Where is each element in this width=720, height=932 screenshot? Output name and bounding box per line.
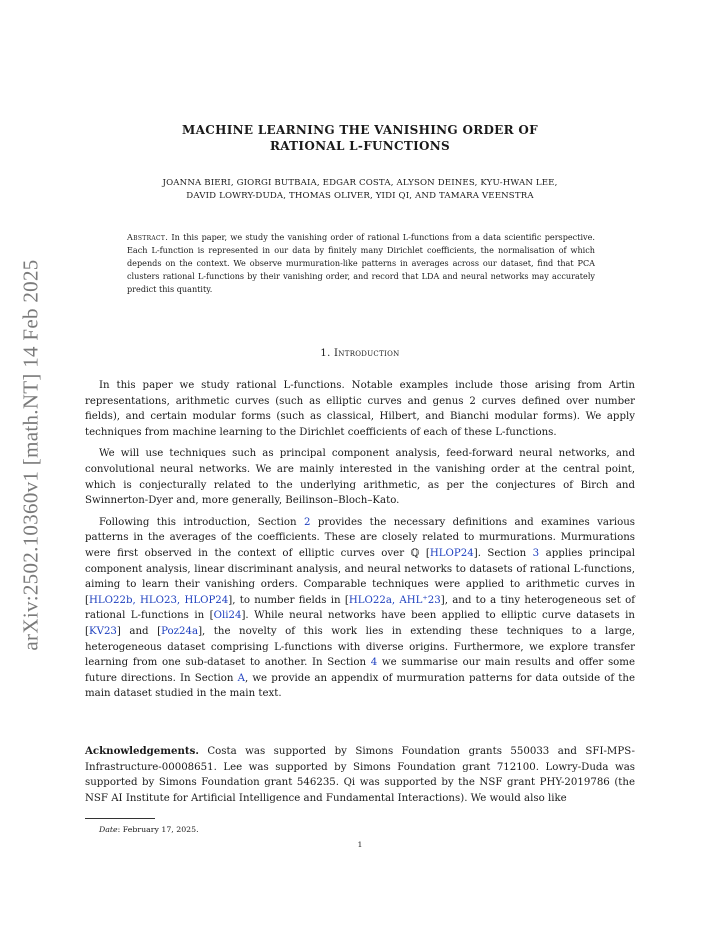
paragraph-3 — [85, 515, 635, 702]
citation-link[interactable]: Oli24 — [213, 610, 242, 622]
section-heading-introduction — [85, 348, 635, 359]
section-title: Introduction — [334, 348, 400, 359]
citation-link[interactable]: Poz24a — [161, 625, 199, 637]
citation-link[interactable]: KV23 — [88, 625, 117, 637]
date-footnote — [85, 824, 635, 835]
author-list — [85, 177, 635, 203]
footnote-value: : February 17, 2025. — [117, 825, 199, 834]
authors-line-2: DAVID LOWRY-DUDA, THOMAS OLIVER, YIDI QI, AND TAMARA VEENSTRA — [186, 191, 534, 201]
citation-link[interactable]: HLO22b, HLO23, HLOP24 — [88, 594, 229, 606]
text-span: ], to number fields in [ — [228, 594, 349, 606]
text-span: ], and to a tiny heterogeneous set of rational L-functions in [ — [85, 594, 635, 622]
text-span: we summarise our main results and offer some future directions. In Section — [85, 657, 635, 684]
abstract-text: In this paper, we study the vanishing order of rational L-functions from a data scientific perspective. Each L-function is represented in our data by finitely many Dirichlet coefficients, the normalisation of which depends on the context. We observe murmuration-like patterns in averages across our dataset, find that PCA clusters rational L-functions by their vanishing order, and record that LDA and neural networks may accurately predict this quantity. — [127, 232, 595, 294]
text-span: ]. While neural networks have been applied to elliptic curve datasets in [ — [85, 610, 635, 637]
text-span: , we provide an appendix of murmuration patterns for data outside of the main dataset studied in the main text. — [85, 672, 635, 700]
page-number: 1 — [357, 840, 363, 849]
introduction-body — [85, 378, 635, 708]
abstract — [127, 231, 595, 296]
paragraph-2: We will use techniques such as principal component analysis, feed-forward neural networks, and convolutional neural networks. We are mainly interested in the vanishing order at the central point, which is conjecturally related to the underlying arithmetic, as per the conjectures of Birch and Swinnerton-Dyer and, more generally, Beilinson–Bloch–Kato. — [85, 448, 635, 507]
acknowledgements — [85, 744, 635, 812]
authors-line-1: JOANNA BIERI, GIORGI BUTBAIA, EDGAR COSTA, ALYSON DEINES, KYU-HWAN LEE, — [162, 178, 558, 188]
section-link[interactable]: 2 — [303, 516, 311, 528]
text-span: ]. Section — [473, 547, 533, 559]
text-span: ], the novelty of this work lies in extending these techniques to a large, heterogeneous dataset comprising L-functions with diverse origins. Furthermore, we explore transfer learning from one sub-dataset to another. In Section — [85, 625, 635, 669]
arxiv-stamp: arXiv:2502.10360v1 [math.NT] 14 Feb 2025 — [18, 259, 43, 651]
citation-link[interactable]: HLO22a, AHL⁺23 — [348, 594, 441, 606]
abstract-heading: Abstract. — [127, 232, 169, 242]
title-line-1: MACHINE LEARNING THE VANISHING ORDER OF — [182, 123, 538, 137]
title-line-2: RATIONAL L-FUNCTIONS — [269, 139, 451, 153]
footnote-label: Date — [99, 825, 118, 834]
acknowledgements-heading: Acknowledgements. — [85, 745, 199, 757]
text-span: applies principal component analysis, linear discriminant analysis, and neural networks to datasets of rational L-functions, aiming to learn their vanishing orders. Comparable techniques were applied to arithmetic curves in [ — [85, 547, 636, 606]
acknowledgements-text: Costa was supported by Simons Foundation grants 550033 and SFI-MPS-Infrastructure-00008651. Lee was supported by Simons Foundation grant 712100. Lowry-Duda was supported by Simons Foundation grant 546235. Qi was supported by the NSF grant PHY-2019786 (the NSF AI Institute for Artificial Intelligence and Fundamental Interactions). We would also like — [85, 746, 635, 804]
text-span: provides the necessary definitions and examines various patterns in the averages of the coefficients. These are closely related to murmurations. Murmurations were first observed in the context of elliptic curves over ℚ [ — [85, 516, 635, 559]
appendix-link[interactable]: A — [237, 672, 245, 684]
section-link[interactable]: 4 — [370, 657, 378, 669]
citation-link[interactable]: HLOP24 — [429, 547, 474, 559]
text-span: Following this introduction, Section — [99, 516, 304, 528]
footnote-rule — [85, 818, 155, 819]
section-number: 1. — [320, 348, 331, 359]
paper-title — [85, 122, 635, 154]
acknowledgements-paragraph — [85, 744, 635, 806]
section-link[interactable]: 3 — [532, 547, 540, 559]
paragraph-1: In this paper we study rational L-functions. Notable examples include those arising from Artin representations, arithmetic curves (such as elliptic curves and genus 2 curves defined over number fields), and certain modular forms (such as classical, Hilbert, and Bianchi modular forms). We apply techniques from machine learning to the Dirichlet coefficients of each of these L-functions. — [85, 380, 635, 438]
text-span: ] and [ — [116, 625, 162, 637]
